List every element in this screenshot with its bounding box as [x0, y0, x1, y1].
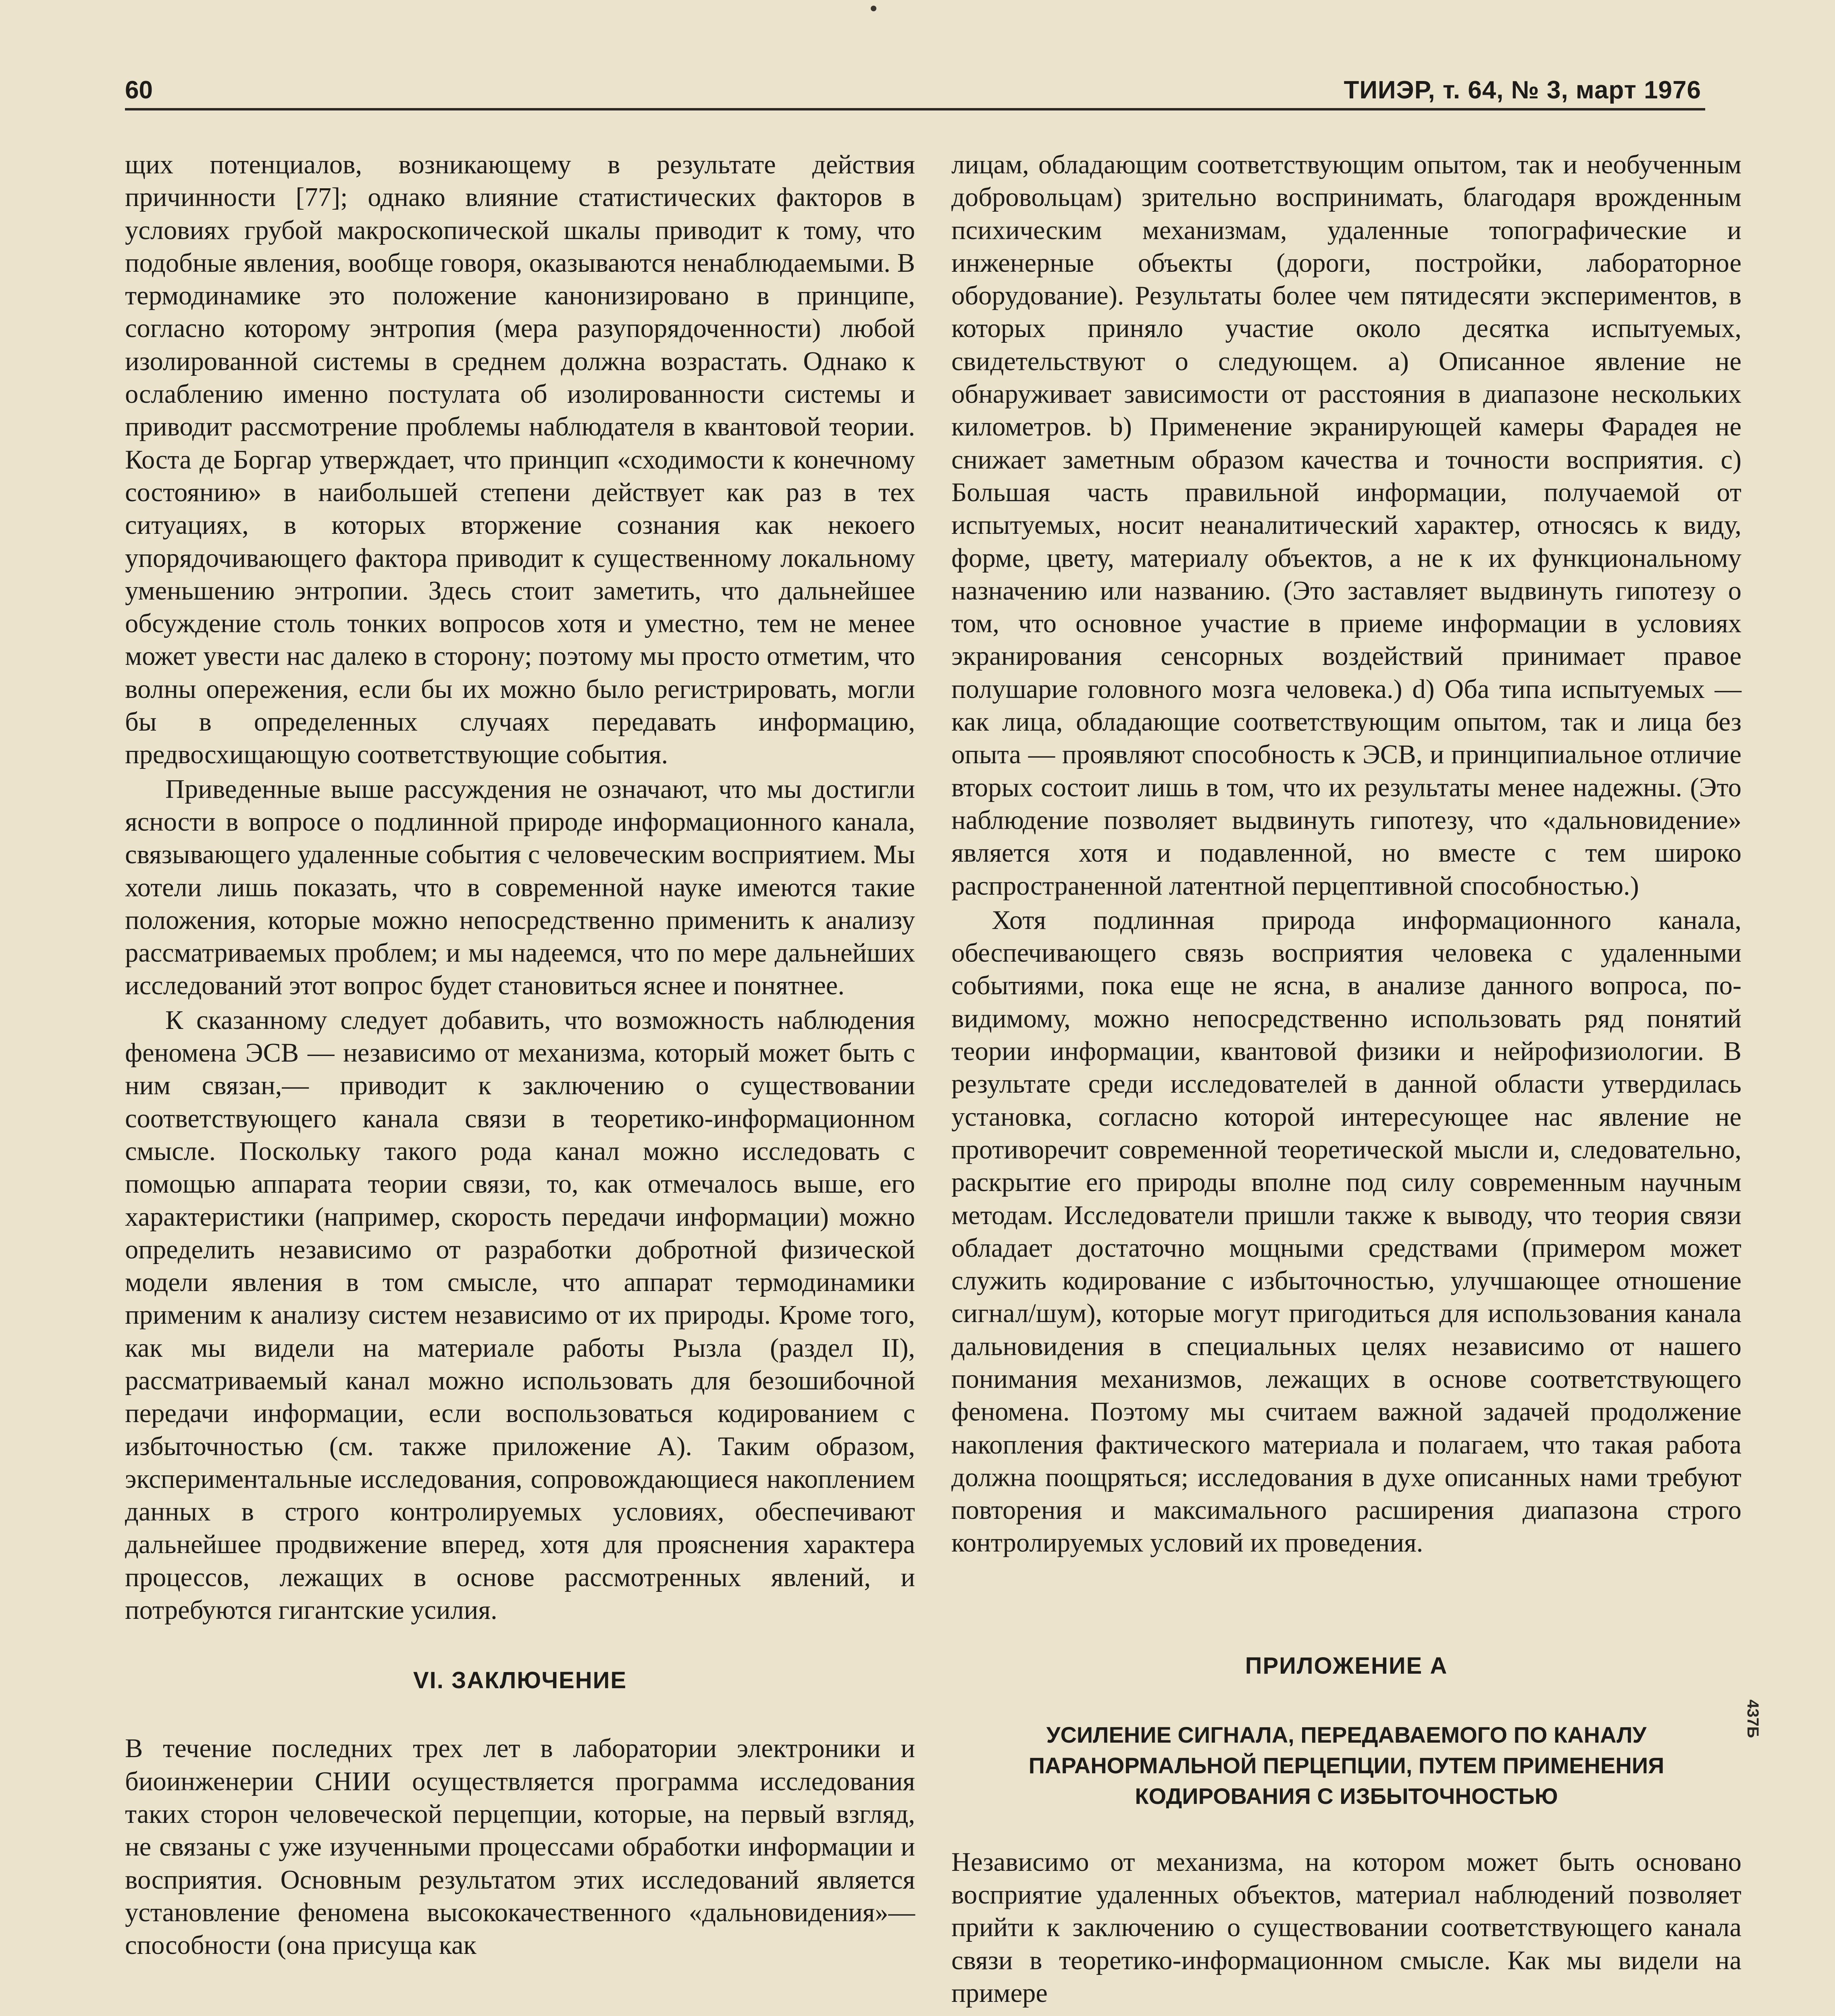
- appendix-title: ПРИЛОЖЕНИЕ А: [1245, 1652, 1448, 1679]
- page-number: 60: [125, 76, 153, 104]
- right-column: [951, 148, 1741, 2010]
- left-column: [125, 148, 915, 1962]
- left-paragraph-2: Приведенные выше рассуждения не означают, что мы достигли ясности в вопросе о подлинной природе информационного канала, связывающего удаленные события с человеческим восприятием. Мы хотели лишь показать, что в современной науке имеются такие положения, которые можно непосредственно применить к анализу рассматриваемых проблем; и мы надеемся, что по мере дальнейших исследований этот вопрос будет становиться яснее и понятнее.: [125, 774, 915, 1001]
- right-paragraph-2: Хотя подлинная природа информационного канала, обеспечивающего связь восприятия человека с удаленными событиями, пока еще не ясна, в анализе данного вопроса, по-видимому, можно непосредственно использовать ряд понятий теории информации, квантовой физики и нейрофизиологии. В результате среди исследователей в данной области утвердилась установка, согласно которой интересующее нас явление не противоречит современной теоретической мысли и, следовательно, раскрытие его природы вполне под силу современным научным методам. Исследователи пришли также к выводу, что теория связи обладает достаточно мощными средствами (примером может служить кодирование с избыточностью, улучшающее отношение сигнал/шум), которые могут пригодиться для использования канала дальновидения в специальных целях независимо от нашего понимания механизмов, лежащих в основе соответствующего феномена. Поэтому мы считаем важной задачей продолжение накопления фактического материала и полагаем, что такая работа должна поощряться; исследования в духе описанных нами требуют повторения и максимального расширения диапазона строго контролируемых условий их проведения.: [951, 905, 1741, 1558]
- left-paragraph-3: К сказанному следует добавить, что возможность наблюдения феномена ЭСВ — независимо от механизма, который может быть с ним связан,— приводит к заключению о существовании соответствующего канала связи в теоретико-информационном смысле. Поскольку такого рода канал можно исследовать с помощью аппарата теории связи, то, как отмечалось выше, его характеристики (например, скорость передачи информации) можно определить независимо от разработки добротной физической модели явления в том смысле, что аппарат термодинамики применим к анализу систем независимо от их природы. Кроме того, как мы видели на материале работы Рызла (раздел II), рассматриваемый канал можно использовать для безошибочной передачи информации, если воспользоваться кодированием с избыточностью (см. также приложение А). Таким образом, экспериментальные исследования, сопровождающиеся накоплением данных в строго контролируемых условиях, обеспечивают дальнейшее продвижение вперед, хотя для прояснения характера процессов, лежащих в основе рассмотренных явлений, и потребуются гигантские усилия.: [125, 1005, 915, 1625]
- section-title-conclusion: VI. ЗАКЛЮЧЕНИЕ: [413, 1667, 627, 1694]
- right-paragraph-1: лицам, обладающим соответствующим опытом, так и необученным добровольцам) зрительно воспринимать, благодаря врожденным психическим механизмам, удаленные топографические и инженерные объекты (дороги, постройки, лабораторное оборудование). Результаты более чем пятидесяти экспериментов, в которых приняло участие около десятка испытуемых, свидетельствуют о следующем. a) Описанное явление не обнаруживает зависимости от расстояния в диапазоне нескольких километров. b) Применение экранирующей камеры Фарадея не снижает заметным образом качества и точности восприятия. c) Большая часть правильной информации, получаемой от испытуемых, носит неаналитический характер, относясь к виду, форме, цвету, материалу объектов, а не к их функциональному назначению или названию. (Это заставляет выдвинуть гипотезу о том, что основное участие в приеме информации в условиях экранирования сенсорных воздействий принимает правое полушарие головного мозга человека.) d) Оба типа испытуемых — как лица, обладающие соответствующим опытом, так и лица без опыта — проявляют способность к ЭСВ, и принципиальное отличие вторых состоит лишь в том, что их результаты менее надежны. (Это наблюдение позволяет выдвинуть гипотезу, что «дальновидение» является хотя и подавленной, но вместе с тем широко распространенной латентной перцептивной способностью.): [951, 150, 1741, 901]
- left-paragraph-4: В течение последних трех лет в лаборатории электроники и биоинженерии СНИИ осуществляется программа исследования таких сторон человеческой перцепции, которые, на первый взгляд, не связаны с уже изученными процессами обработки информации и восприятия. Основным результатом этих исследований является установление феномена высококачественного «дальновидения»— способности (она присуща как: [125, 1734, 915, 1960]
- page-header: [125, 72, 1705, 110]
- side-code: 437Б: [1744, 1699, 1762, 1738]
- ink-spot: [871, 6, 876, 11]
- journal-reference: ТИИЭР, т. 64, № 3, март 1976: [1344, 76, 1701, 104]
- appendix-subtitle: УСИЛЕНИЕ СИГНАЛА, ПЕРЕДАВАЕМОГО ПО КАНАЛУ ПАРАНОРМАЛЬНОЙ ПЕРЦЕПЦИИ, ПУТЕМ ПРИМЕНЕНИЯ КОДИРОВАНИЯ С ИЗБЫТОЧНОСТЬЮ: [1028, 1722, 1664, 1809]
- right-paragraph-3: Независимо от механизма, на котором может быть основано восприятие удаленных объектов, материал наблюдений позволяет прийти к заключению о существовании соответствующего канала связи в теоретико-информационном смысле. Как мы видели на примере: [951, 1847, 1741, 2008]
- left-paragraph-1: щих потенциалов, возникающему в результате действия причинности [77]; однако влияние статистических факторов в условиях грубой макроскопической шкалы приводит к тому, что подобные явления, вообще говоря, оказываются ненаблюдаемыми. В термодинамике это положение канонизировано в принципе, согласно которому энтропия (мера разупорядоченности) любой изолированной системы в среднем должна возрастать. Однако к ослаблению именно постулата об изолированности системы и приводит рассмотрение проблемы наблюдателя в квантовой теории. Коста де Боргар утверждает, что принцип «сходимости к конечному состоянию» в наибольшей степени действует как раз в тех ситуациях, в которых вторжение сознания как некоего упорядочивающего фактора приводит к существенному локальному уменьшению энтропии. Здесь стоит заметить, что дальнейшее обсуждение столь тонких вопросов хотя и уместно, тем не менее может увести нас далеко в сторону; поэтому мы просто отметим, что волны опережения, если бы их можно было регистрировать, могли бы в определенных случаях передавать информацию, предвосхищающую соответствующие события.: [125, 150, 915, 770]
